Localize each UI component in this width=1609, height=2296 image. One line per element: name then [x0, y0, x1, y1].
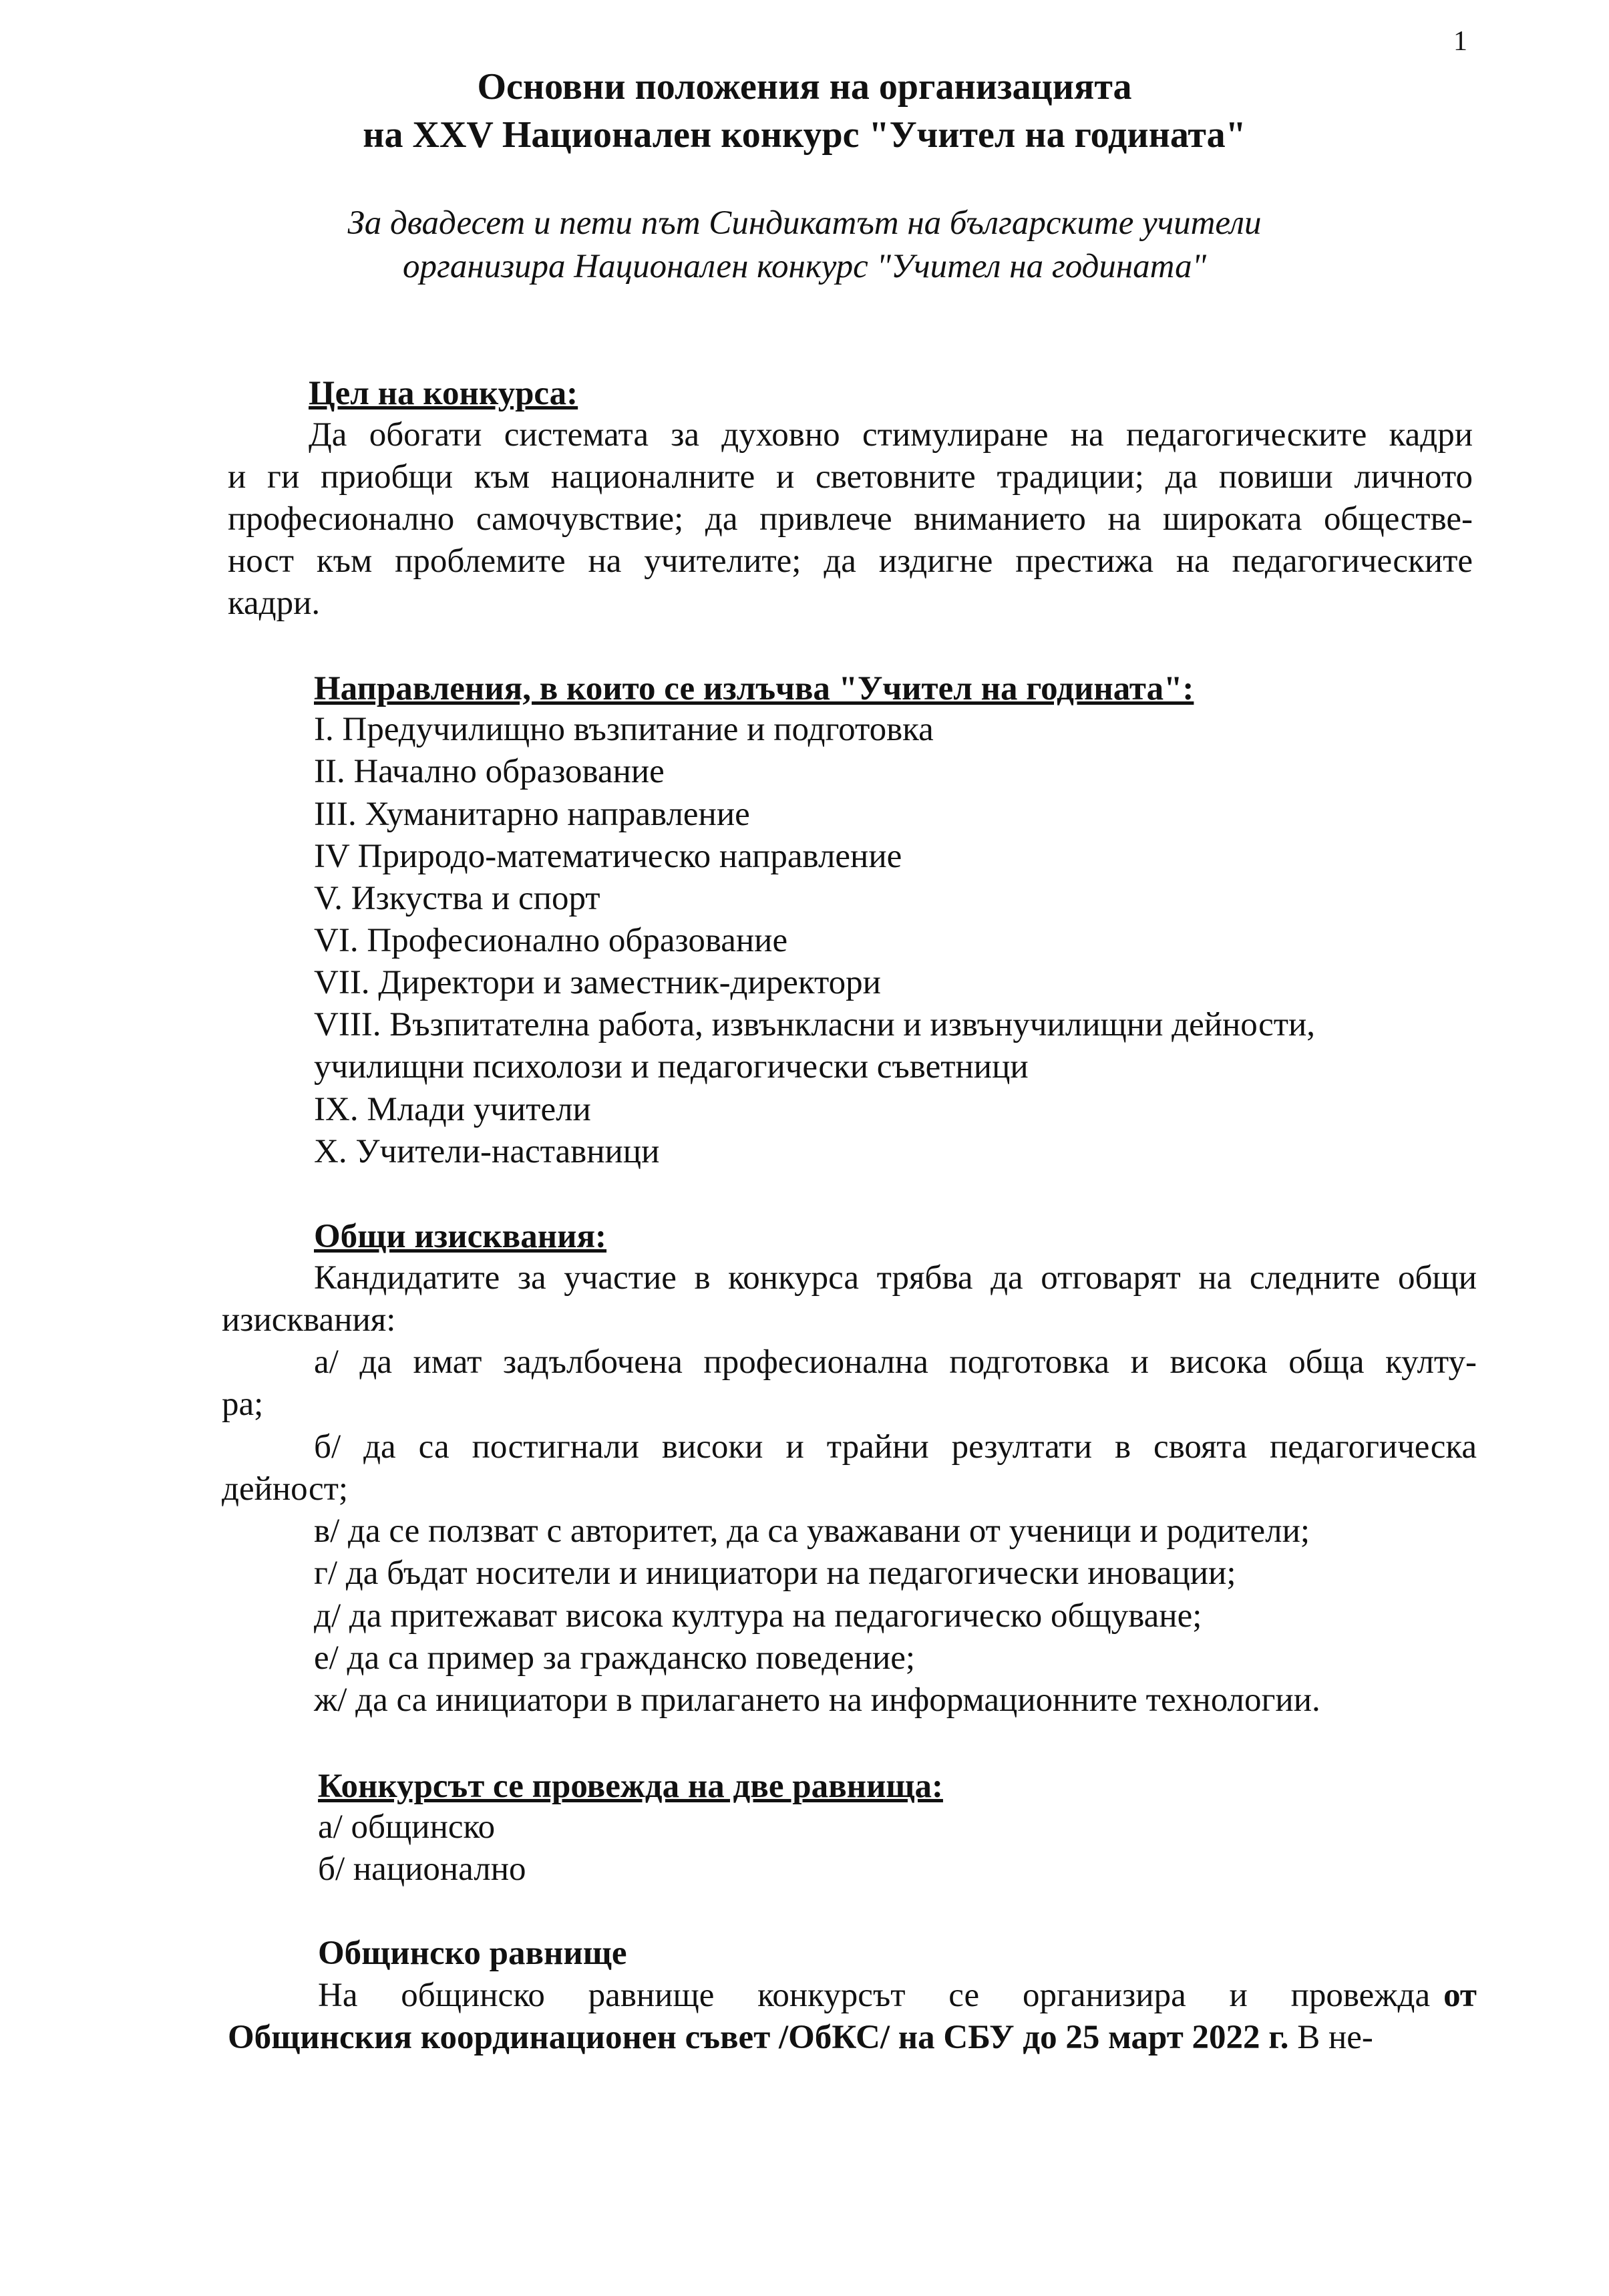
requirement-item: ра;	[222, 1385, 264, 1423]
requirement-item: дейност;	[222, 1470, 349, 1508]
direction-item: I. Предучилищно възпитание и подготовка	[314, 711, 934, 748]
direction-item: IX. Млади учители	[314, 1091, 591, 1128]
goal-line: Да обогати системата за духовно стимулиране на педагогическите кадри	[309, 416, 1473, 454]
municipal-line-2-bold: Общинския координационен съвет /ОбКС/ на СБУ до 25 март 2022 г.	[228, 2019, 1289, 2056]
level-item: а/ общинско	[318, 1808, 496, 1846]
goal-line: и ги приобщи към националните и световните традиции; да повиши личното	[228, 458, 1473, 496]
requirements-heading: Общи изисквания:	[314, 1218, 607, 1255]
document-title-line-2: на XXV Национален конкурс "Учител на годината"	[363, 114, 1246, 156]
direction-item: VIII. Възпитателна работа, извънкласни и извънучилищни дейности,	[314, 1006, 1316, 1043]
direction-item: VI. Професионално образование	[314, 922, 788, 959]
requirements-line: изисквания:	[222, 1301, 396, 1339]
goal-line: кадри.	[228, 585, 321, 622]
goal-line: професионално самочувствие; да привлече вниманието на широката обществе-	[228, 500, 1473, 538]
requirement-item: в/ да се ползват с авторитет, да са уважавани от ученици и родители;	[314, 1512, 1310, 1550]
level-item: б/ национално	[318, 1850, 526, 1888]
municipal-line-1-text: На общинско равнище конкурсът се организира и провежда	[318, 1977, 1431, 2014]
municipal-line-2-text: В не-	[1288, 2019, 1373, 2056]
subtitle-line-2: организира Национален конкурс "Учител на годината"	[402, 248, 1207, 285]
directions-heading: Направления, в които се излъчва "Учител на годината":	[314, 670, 1194, 707]
municipal-heading: Общинско равнище	[318, 1935, 627, 1972]
direction-item: X. Учители-наставници	[314, 1133, 660, 1170]
direction-item: IV Природо-математическо направление	[314, 838, 902, 875]
requirement-item: е/ да са пример за гражданско поведение;	[314, 1639, 916, 1677]
document-title-line-1: Основни положения на организацията	[477, 66, 1132, 108]
municipal-line-1-bold: от	[1443, 1977, 1477, 2014]
direction-item: V. Изкуства и спорт	[314, 880, 600, 917]
municipal-line-2	[228, 2018, 1373, 2057]
direction-item: VII. Директори и заместник-директори	[314, 964, 881, 1001]
page-number: 1	[1453, 26, 1467, 57]
requirement-item: ж/ да са инициатори в прилагането на информационните технологии.	[314, 1681, 1320, 1719]
direction-item: III. Хуманитарно направление	[314, 796, 750, 833]
requirements-line: Кандидатите за участие в конкурса трябва да отговарят на следните общи	[314, 1259, 1477, 1297]
requirement-item: г/ да бъдат носители и инициатори на педагогически иновации;	[314, 1554, 1236, 1592]
goal-line: ност към проблемите на учителите; да издигне престижа на педагогическите	[228, 542, 1473, 580]
municipal-line-1	[318, 1976, 1477, 2015]
direction-item: училищни психолози и педагогически съветници	[314, 1048, 1029, 1086]
direction-item: II. Начално образование	[314, 753, 665, 790]
subtitle-line-1: За двадесет и пети път Синдикатът на българските учители	[347, 204, 1262, 242]
goal-heading: Цел на конкурса:	[309, 375, 578, 412]
requirement-item: б/ да са постигнали високи и трайни резултати в своята педагогическа	[314, 1428, 1477, 1466]
levels-heading: Конкурсът се провежда на две равнища:	[318, 1768, 943, 1805]
requirement-item: д/ да притежават висока култура на педагогическо общуване;	[314, 1597, 1202, 1635]
requirement-item: а/ да имат задълбочена професионална подготовка и висока обща култу-	[314, 1343, 1477, 1381]
